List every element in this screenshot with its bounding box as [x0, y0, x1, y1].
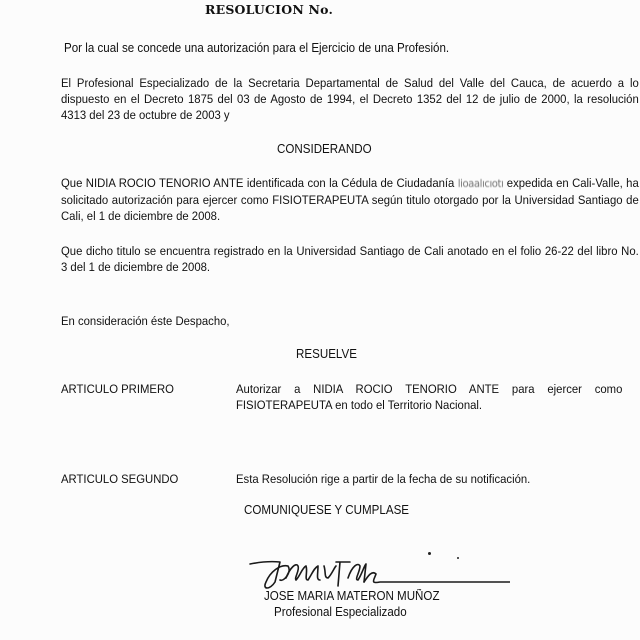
signer-role: Profesional Especializado	[274, 605, 407, 619]
article-1-label: ARTICULO PRIMERO	[61, 382, 174, 396]
considerando-text-before-id: Que NIDIA ROCIO TENORIO ANTE identificada con la Cédula de Ciudadanía	[61, 176, 458, 190]
intro-paragraph: El Profesional Especializado de la Secretaria Departamental de Salud del Valle del Cauca, de acuerdo a lo dispuesto en el Decreto 1875 del 03 de Agosto de 1994, el Decreto 1352 del 12 de julio de 2000, la resolución 4313 del 23 de octubre de 2003 y	[61, 76, 639, 122]
article-2-label: ARTICULO SEGUNDO	[61, 472, 179, 486]
considerando-text-after-id: expedida en Cali-Valle, ha solicitado autorización para ejercer como FISIOTERAPEUTA según titulo otorgado por la Universidad Santiago de Cali, el 1 de diciembre de 2008.	[61, 176, 639, 223]
document-title: RESOLUCION No.	[205, 2, 333, 17]
considerando-heading: CONSIDERANDO	[277, 142, 372, 156]
resuelve-heading: RESUELVE	[296, 347, 357, 361]
redacted-id-number: lioaalıcıotı	[457, 177, 504, 190]
consideracion-line: En consideración éste Despacho,	[61, 314, 230, 328]
article-2-text: Esta Resolución rige a partir de la fecha de su notificación.	[236, 472, 531, 486]
signer-name: JOSE MARIA MATERON MUÑOZ	[264, 589, 440, 603]
considerando-paragraph-2: Que dicho titulo se encuentra registrado en la Universidad Santiago de Cali anotado en el folio 26-22 del libro No. 3 del 1 de diciembre de 2008.	[61, 244, 639, 274]
considerando-paragraph-1	[61, 175, 639, 224]
document-subtitle: Por la cual se concede una autorización para el Ejercicio de una Profesión.	[64, 41, 450, 55]
article-1-text: Autorizar a NIDIA ROCIO TENORIO ANTE para ejercer como FISIOTERAPEUTA en todo el Territorio Nacional.	[236, 382, 623, 412]
closing-statement: COMUNIQUESE Y CUMPLASE	[244, 503, 410, 517]
